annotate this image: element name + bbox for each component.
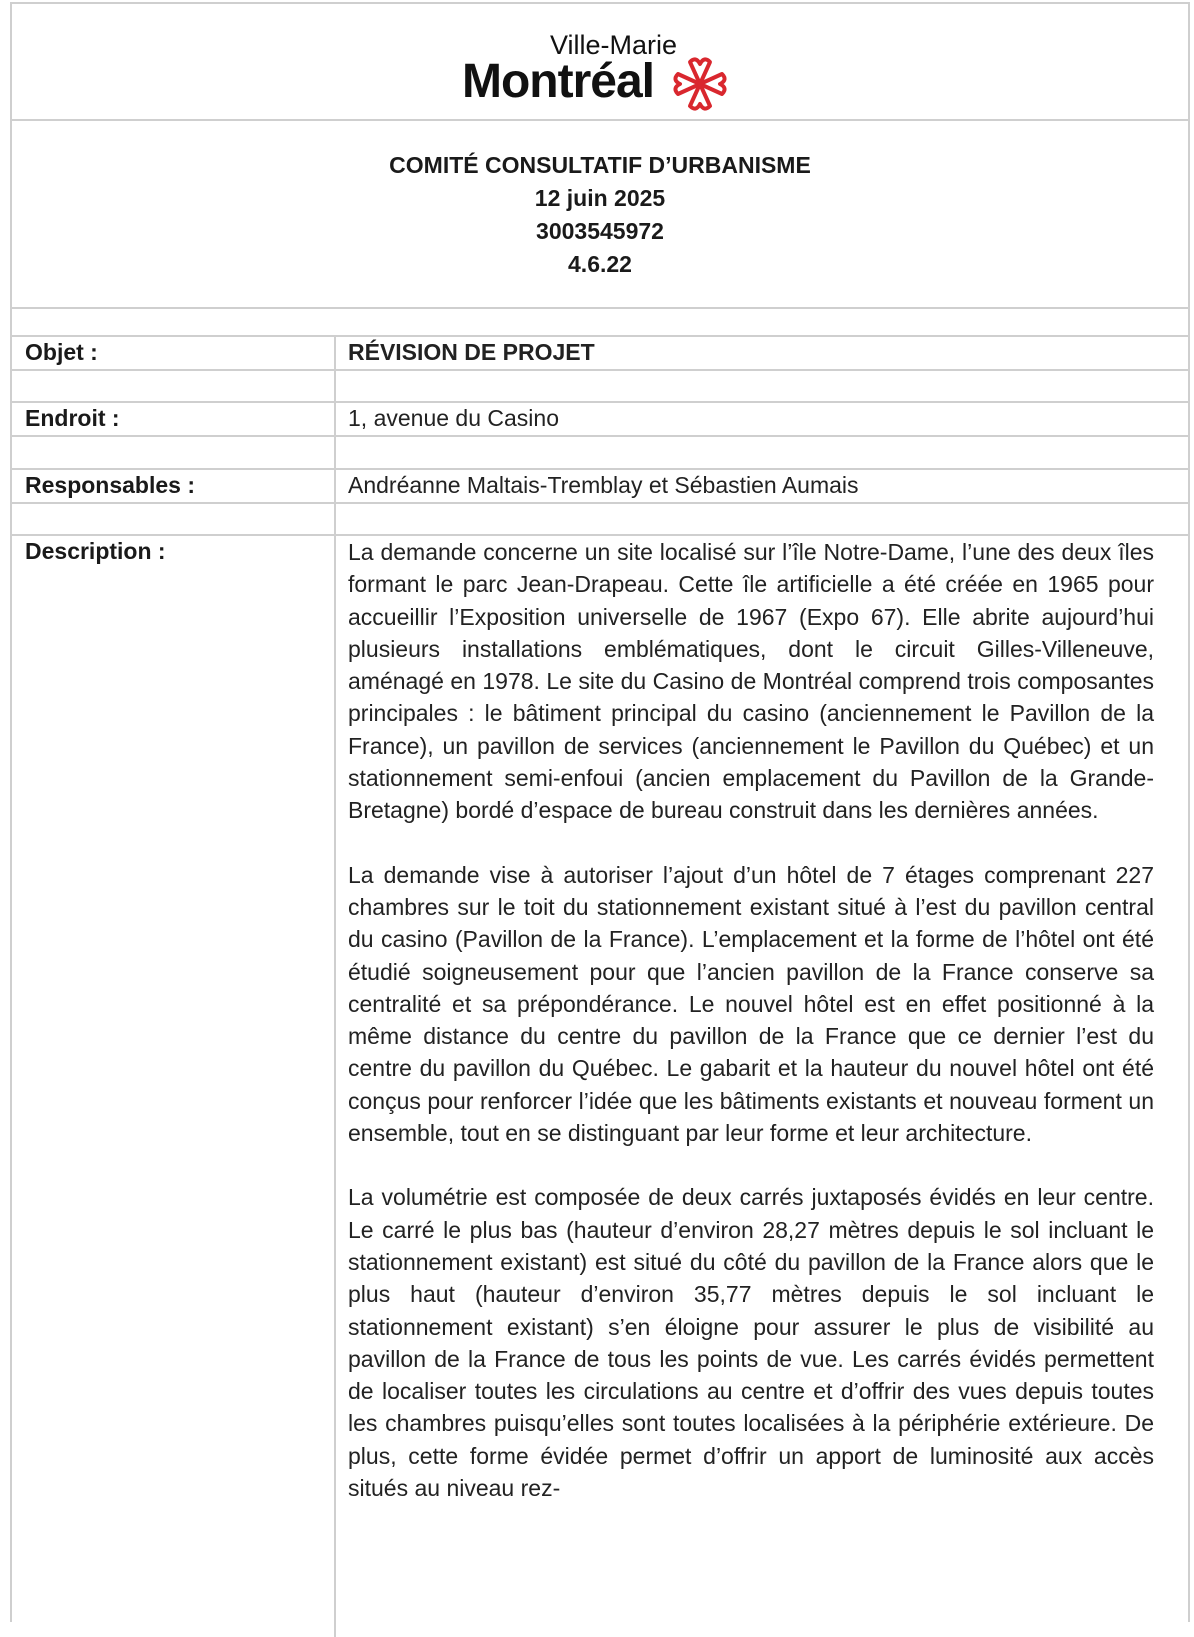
- spacer-row: [12, 504, 1188, 536]
- document-page: [10, 2, 1190, 1622]
- logo-ville-marie: Ville-Marie: [550, 30, 678, 60]
- meeting-header: [12, 121, 1188, 309]
- endroit-value: 1, avenue du Casino: [348, 405, 559, 431]
- endroit-label: Endroit :: [25, 405, 120, 431]
- montreal-logo: [462, 28, 752, 113]
- meeting-date: 12 juin 2025: [534, 185, 666, 211]
- spacer-row: [12, 371, 1188, 403]
- logo-montreal-wordmark: Montréal: [462, 55, 655, 108]
- description-label: Description :: [25, 538, 166, 564]
- logo-cell: [12, 4, 1188, 121]
- responsables-row: [12, 470, 1188, 504]
- montreal-rosette-icon: [668, 54, 732, 114]
- description-paragraph: La demande concerne un site localisé sur l’île Notre-Dame, l’une des deux îles formant le parc Jean-Drapeau. Cette île artificielle a été créée en 1965 pour accueillir l’Exposition universelle de 1967 (Expo 67). Elle abrite aujourd’hui plusieurs installations emblématiques, dont le circuit Gilles-Villeneuve, aménagé en 1978. Le site du Casino de Montréal comprend trois composantes principales : le bâtiment principal du casino (anciennement le Pavillon de la France), un pavillon de services (anciennement le Pavillon du Québec) et un stationnement semi-enfoui (ancien emplacement du Pavillon de la Grande-Bretagne) bordé d’espace de bureau construit dans les dernières années.: [348, 539, 1154, 824]
- spacer-row: [12, 437, 1188, 470]
- agenda-item-number: 4.6.22: [568, 251, 632, 277]
- objet-label: Objet :: [25, 339, 98, 365]
- responsables-label: Responsables :: [25, 472, 195, 498]
- description-text: [348, 536, 1154, 1536]
- endroit-row: [12, 403, 1188, 437]
- description-paragraph: La demande vise à autoriser l’ajout d’un hôtel de 7 étages comprenant 227 chambres sur le toit du stationnement existant situé à l’est du pavillon central du casino (Pavillon de la France). L’emplacement et la forme de l’hôtel ont été étudié soigneusement pour que l’ancien pavillon de la France conserve sa centralité et sa prépondérance. Le nouvel hôtel est en effet positionné à la même distance du centre du pavillon de la France que ce dernier l’est du centre du pavillon du Québec. Le gabarit et la hauteur du nouvel hôtel ont été conçus pour renforcer l’idée que les bâtiments existants et nouveau forment un ensemble, tout en se distinguant par leur forme et leur architecture.: [348, 861, 1154, 1147]
- file-number: 3003545972: [536, 218, 664, 244]
- committee-title: COMITÉ CONSULTATIF D’URBANISME: [389, 152, 811, 178]
- objet-row: [12, 337, 1188, 371]
- responsables-value: Andréanne Maltais-Tremblay et Sébastien Aumais: [348, 472, 859, 498]
- objet-value: RÉVISION DE PROJET: [348, 339, 595, 365]
- description-paragraph: La volumétrie est composée de deux carrés juxtaposés évidés en leur centre. Le carré le plus bas (hauteur d’environ 28,27 mètres depuis le sol incluant le stationnement existant) est situé du côté du pavillon de la France alors que le plus haut (hauteur d’environ 35,77 mètres depuis le sol incluant le stationnement existant) s’en éloigne pour assurer le plus de visibilité au pavillon de la France de tous les points de vue. Les carrés évidés permettent de localiser toutes les circulations au centre et d’offrir des vues depuis toutes les chambres puisqu’elles sont toutes localisées à la périphérie extérieure. De plus, cette forme évidée permet d’offrir un apport de luminosité aux accès situés au niveau rez-: [348, 1184, 1154, 1502]
- spacer-row: [12, 309, 1188, 337]
